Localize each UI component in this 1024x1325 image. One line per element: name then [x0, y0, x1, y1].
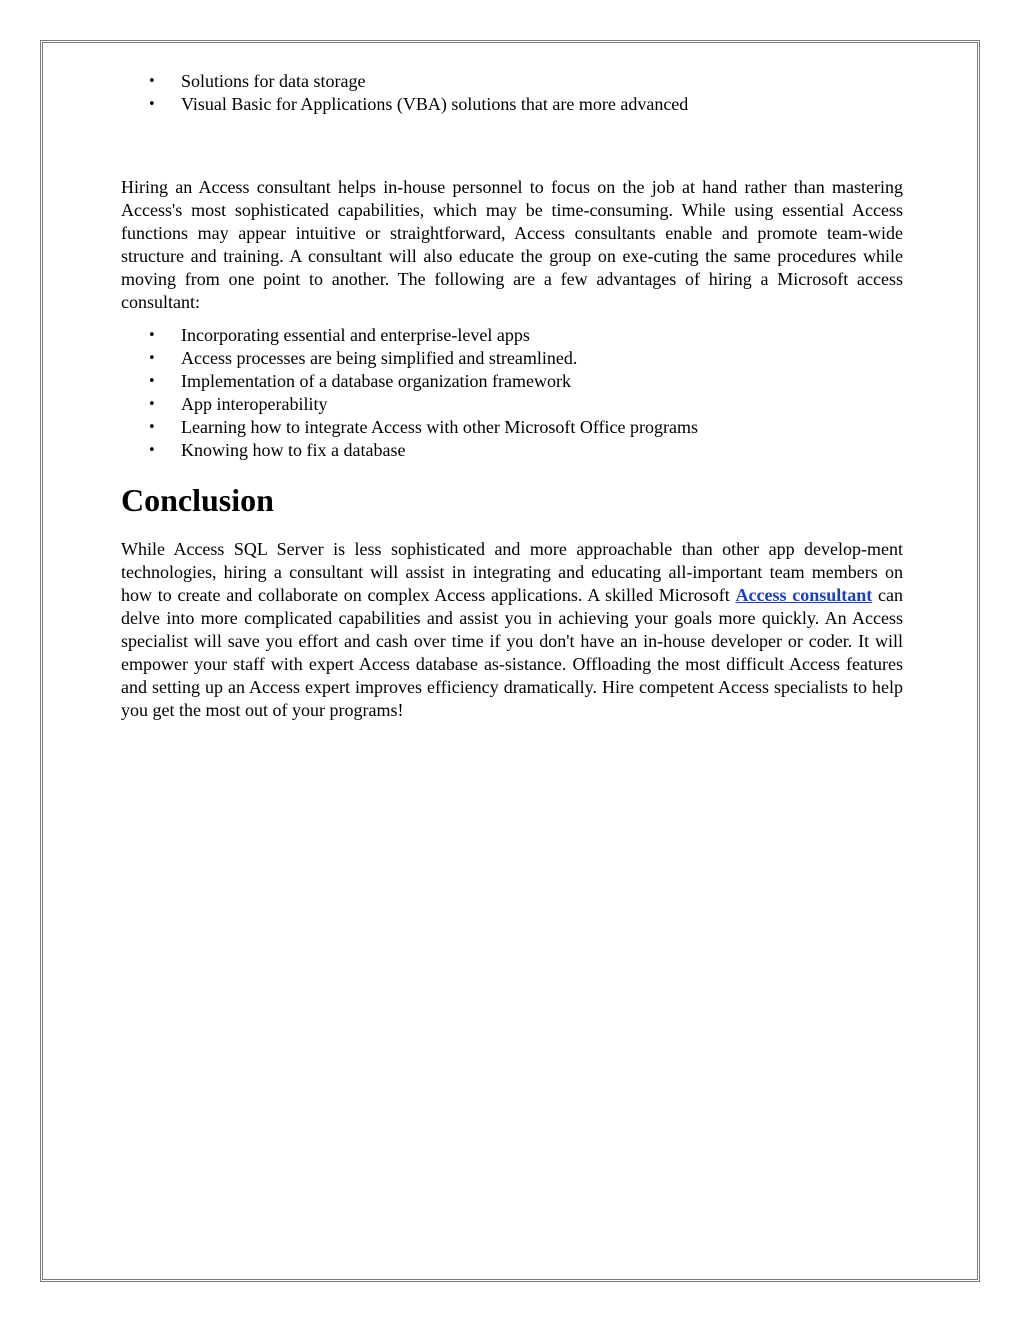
conclusion-heading: Conclusion — [121, 482, 274, 518]
bullet-icon: • — [148, 74, 156, 89]
list-item-text: Incorporating essential and enterprise-level apps — [181, 325, 530, 345]
conclusion-text-after-link: can delve into more complicated capabilities and assist you in achieving your goals more quickly. An Access specialist will save you effort and cash over time if you don't have an in-house developer or coder. It will empower your staff with expert Access database as-sistance. Offloading the most difficult Access features and setting up an Access expert improves efficiency dramatically. Hire competent Access specialists to help you get the most out of your programs! — [121, 585, 903, 720]
list-item — [121, 324, 903, 347]
list-item — [121, 416, 903, 439]
list-item-text: Learning how to integrate Access with other Microsoft Office programs — [181, 417, 699, 437]
access-consultant-link[interactable]: Access consultant — [735, 585, 873, 605]
list-item-text: Solutions for data storage — [181, 71, 366, 91]
list-item — [121, 393, 903, 416]
list-item-text: Implementation of a database organization framework — [181, 371, 572, 391]
conclusion-text-before-link: While Access SQL Server is less sophisticated and more approachable than other app develop-ment technologies, hiring a consultant will assist in integrating and educating all-important team members on how to create and collaborate on complex Access applications. A skilled Microsoft — [121, 539, 903, 605]
list-item-text: Knowing how to fix a database — [181, 440, 406, 460]
top-bullet-list — [121, 70, 903, 116]
list-item — [121, 347, 903, 370]
bullet-icon: • — [148, 328, 156, 343]
intro-paragraph: Hiring an Access consultant helps in-house personnel to focus on the job at hand rather than mastering Access's most sophisticated capabilities, which may be time-consuming. While using essential Access functions may appear intuitive or straightforward, Access consultants enable and promote team-wide structure and training. A consultant will also educate the group on exe-cuting the same procedures while moving from one point to another. The following are a few advantages of hiring a Microsoft access consultant: — [121, 177, 903, 312]
list-item — [121, 70, 903, 93]
bullet-icon: • — [148, 351, 156, 366]
bullet-icon: • — [148, 397, 156, 412]
list-item — [121, 370, 903, 393]
list-item — [121, 439, 903, 462]
list-item-text: App interoperability — [181, 394, 328, 414]
conclusion-paragraph — [121, 538, 903, 722]
bullet-icon: • — [148, 420, 156, 435]
list-item — [121, 93, 903, 116]
bullet-icon: • — [148, 97, 156, 112]
bullet-icon: • — [148, 374, 156, 389]
bullet-icon: • — [148, 443, 156, 458]
list-item-text: Visual Basic for Applications (VBA) solutions that are more advanced — [181, 94, 689, 114]
document-content — [121, 70, 903, 722]
list-item-text: Access processes are being simplified and streamlined. — [181, 348, 578, 368]
advantages-list — [121, 324, 903, 462]
